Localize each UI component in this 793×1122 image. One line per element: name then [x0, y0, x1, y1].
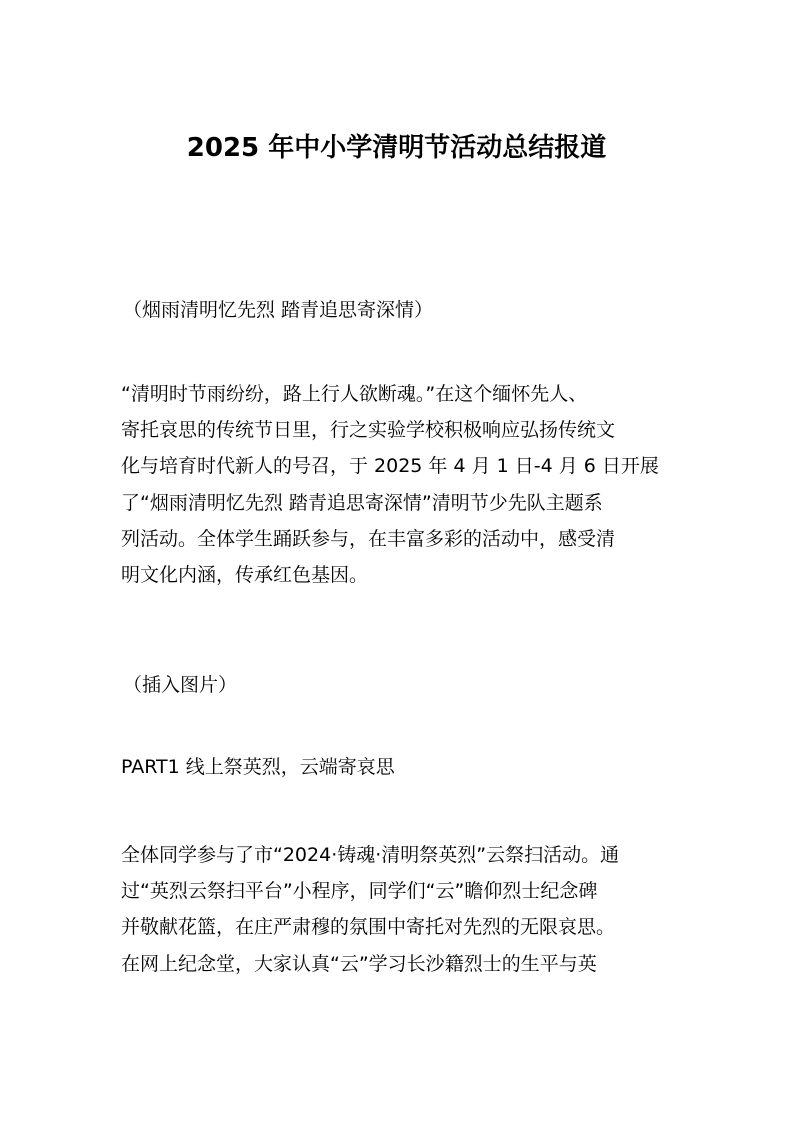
- part1-heading: PART1 线上祭英烈，云端寄哀思: [121, 756, 395, 778]
- paragraph-line: 寄托哀思的传统节日里，行之实验学校积极响应弘扬传统文: [121, 419, 616, 442]
- document-title: 2025 年中小学清明节活动总结报道: [186, 133, 607, 163]
- paragraph-line: “清明时节雨纷纷，路上行人欲断魂。”在这个缅怀先人、: [121, 383, 588, 405]
- image-placeholder-note: （插入图片）: [123, 674, 238, 696]
- document-subtitle: （烟雨清明忆先烈 踏青追思寄深情）: [123, 299, 434, 321]
- paragraph-line: 在网上纪念堂，大家认真“云”学习长沙籍烈士的生平与英: [121, 952, 597, 975]
- paragraph-line: 了“烟雨清明忆先烈 踏青追思寄深情”清明节少先队主题系: [121, 491, 603, 514]
- intro-paragraph: [121, 376, 681, 593]
- paragraph-line: 全体同学参与了市“2024·铸魂·清明祭英烈”云祭扫活动。通: [121, 844, 620, 866]
- part1-paragraph: [121, 837, 681, 982]
- paragraph-line: 化与培育时代新人的号召，于 2025 年 4 月 1 日-4 月 6 日开展: [121, 455, 659, 478]
- paragraph-line: 明文化内涵，传承红色基因。: [121, 564, 369, 587]
- paragraph-line: 过“英烈云祭扫平台”小程序，同学们“云”瞻仰烈士纪念碑: [121, 880, 598, 903]
- paragraph-line: 列活动。全体学生踊跃参与，在丰富多彩的活动中，感受清: [121, 527, 616, 550]
- paragraph-line: 并敬献花篮，在庄严肃穆的氛围中寄托对先烈的无限哀思。: [121, 916, 616, 939]
